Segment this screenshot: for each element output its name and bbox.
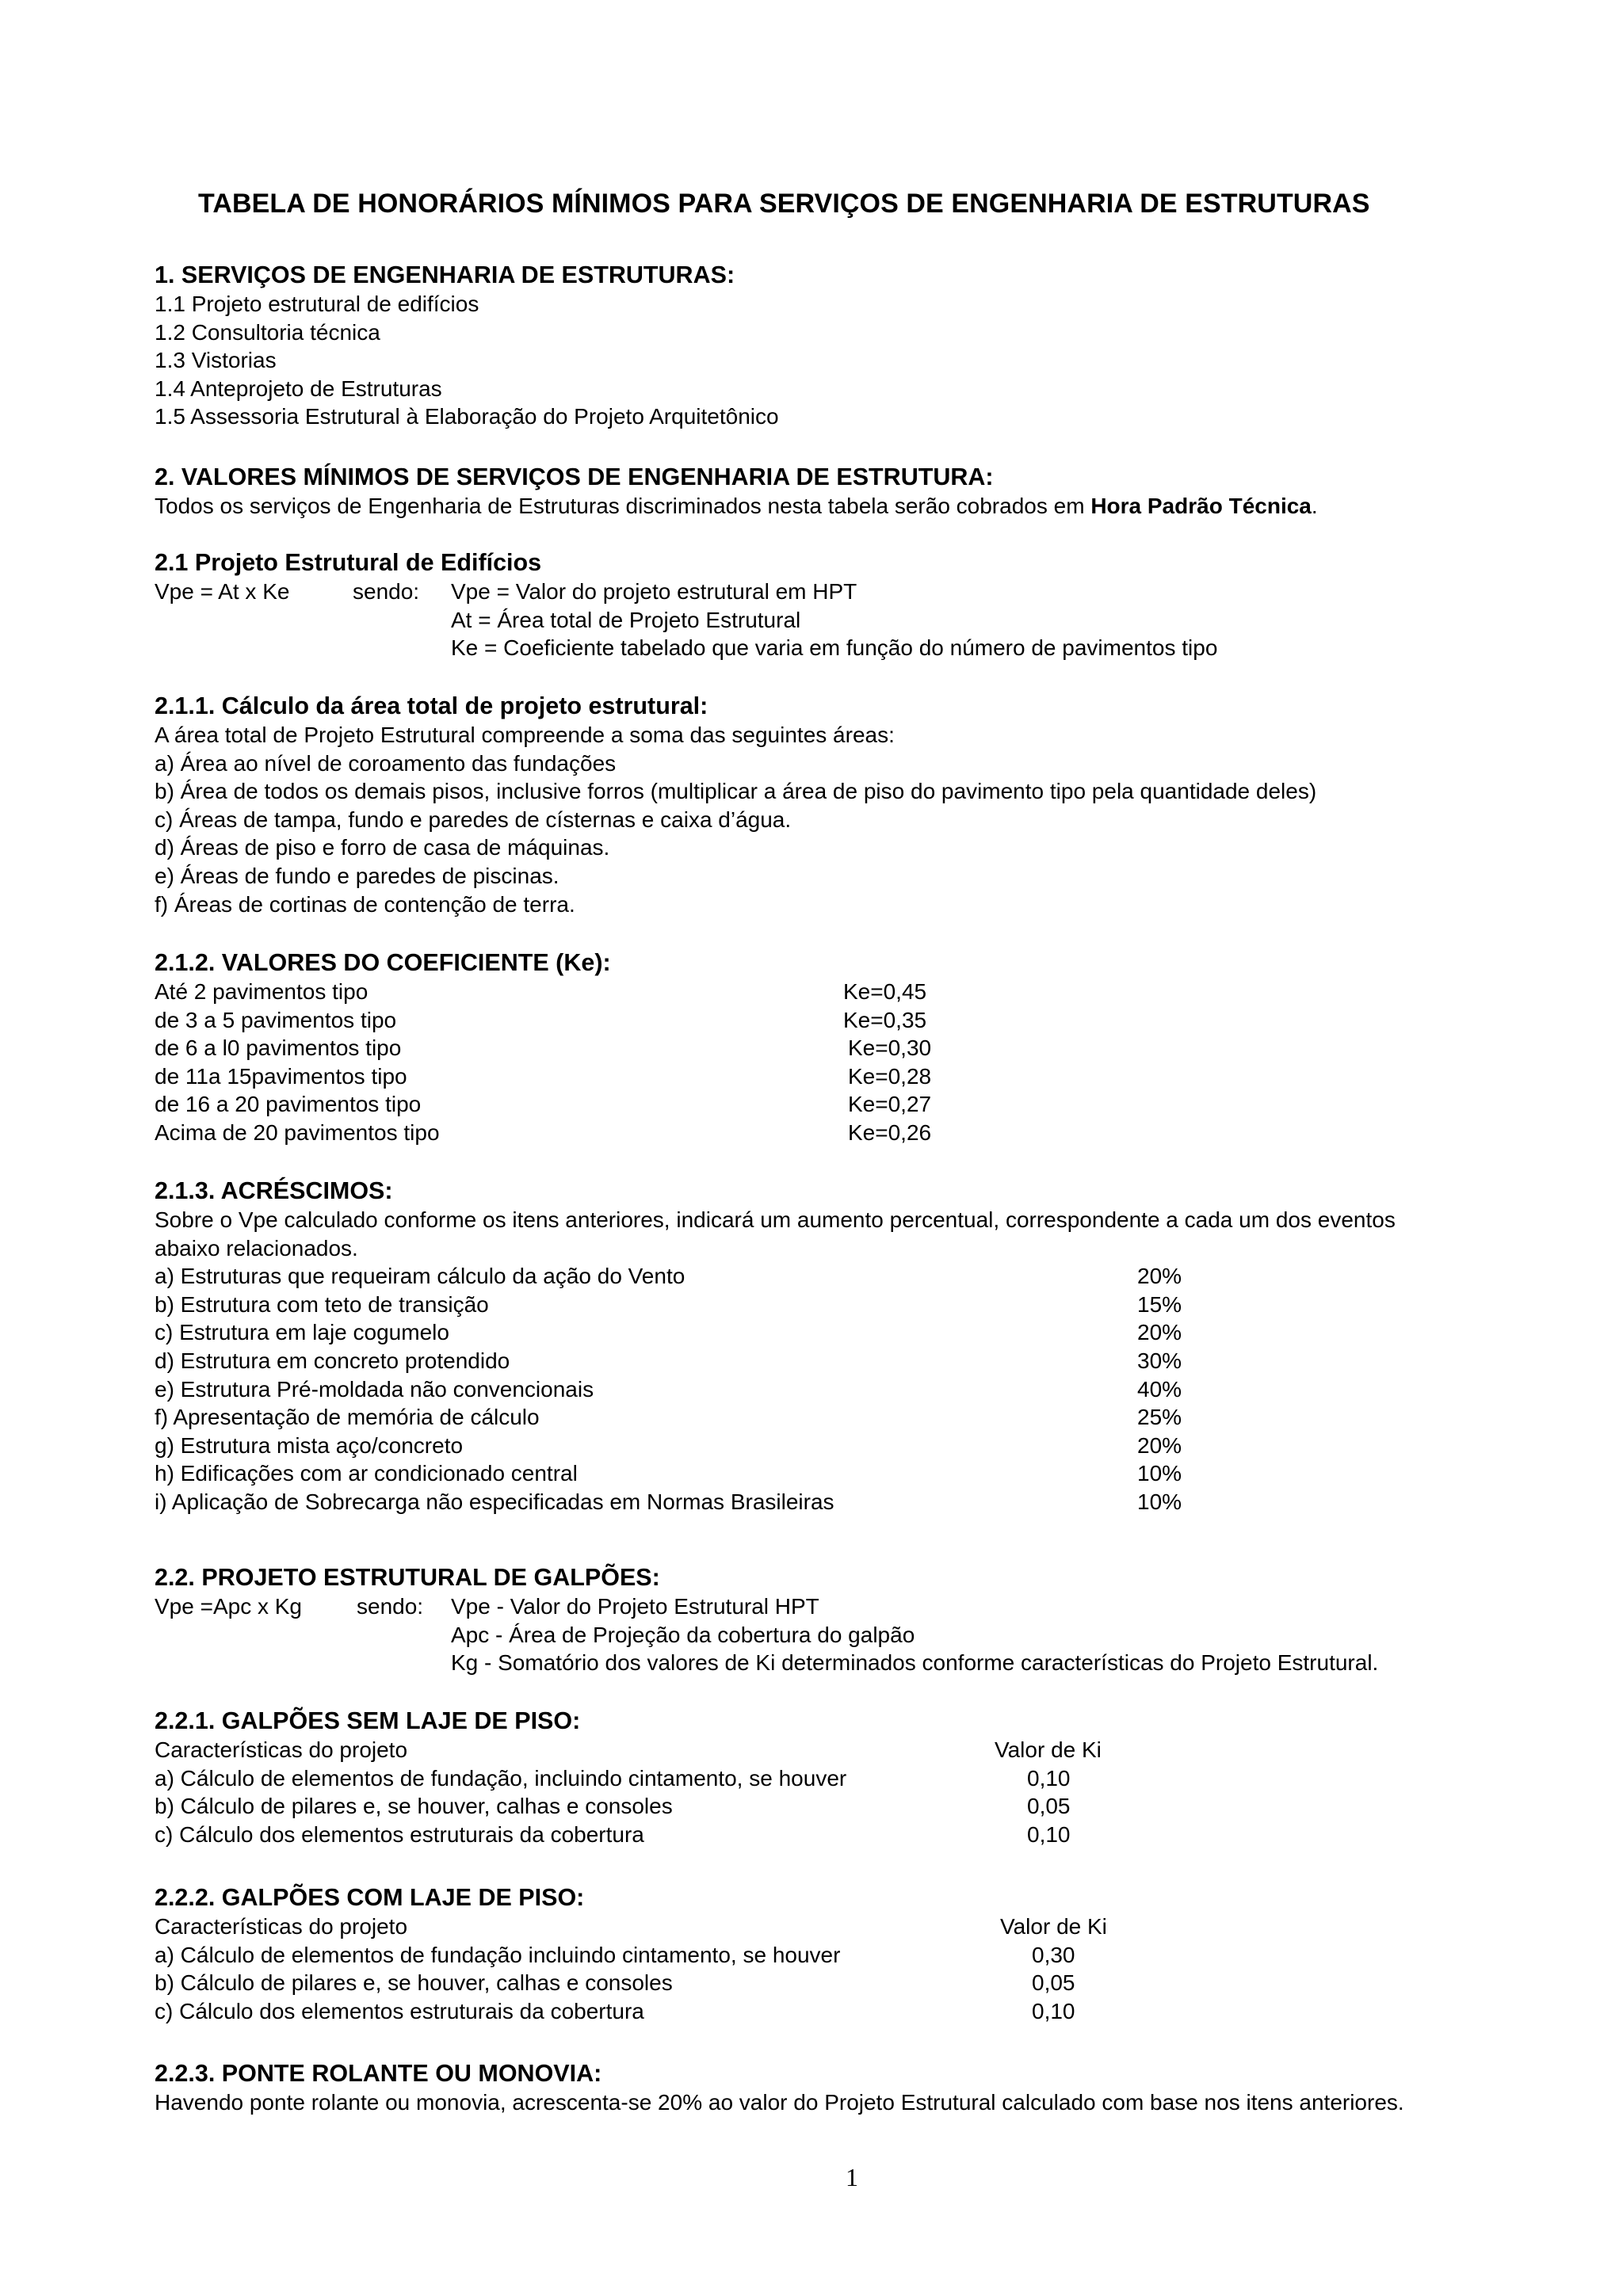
table-row — [155, 1432, 1396, 1460]
row-value: 0,10 — [1027, 1765, 1071, 1791]
row-value: Ke=0,26 — [848, 1119, 932, 1145]
table-header — [155, 1736, 1102, 1764]
row-value: Ke=0,30 — [848, 1035, 932, 1061]
row-label: b) Cálculo de pilares e, se houver, calhas e consoles — [155, 1794, 673, 1819]
section-2-2-1-heading: 2.2.1. GALPÕES SEM LAJE DE PISO: — [155, 1707, 581, 1734]
sendo-label: sendo: — [357, 1594, 424, 1619]
list-item: 1.4 Anteprojeto de Estruturas — [155, 376, 442, 401]
definition: Kg - Somatório dos valores de Ki determinados conforme características do Projeto Estrutural. — [451, 1650, 1379, 1676]
list-item: c) Áreas de tampa, fundo e paredes de císternas e caixa d’água. — [155, 807, 792, 832]
table-row — [155, 1821, 1071, 1849]
table-row — [155, 1119, 932, 1147]
table-row — [155, 1764, 1071, 1793]
section-2-1-heading: 2.1 Projeto Estrutural de Edifícios — [155, 549, 542, 576]
column-header: Valor de Ki — [995, 1737, 1102, 1762]
row-value: 0,30 — [1032, 1942, 1075, 1967]
definition-row — [155, 1649, 1379, 1677]
row-value: Ke=0,27 — [848, 1092, 932, 1117]
row-label: c) Cálculo dos elementos estruturais da cobertura — [155, 1998, 644, 2023]
row-label: d) Estrutura em concreto protendido — [155, 1348, 510, 1373]
row-label: a) Cálculo de elementos de fundação incluindo cintamento, se houver — [155, 1942, 841, 1967]
section-2-1-1 — [155, 691, 1316, 918]
table-row — [155, 1062, 932, 1091]
row-label: Acima de 20 pavimentos tipo — [155, 1119, 440, 1145]
row-label: de 11a 15pavimentos tipo — [155, 1063, 407, 1089]
column-header: Características do projeto — [155, 1914, 408, 1939]
definition-row — [155, 634, 1218, 662]
table-row — [155, 1969, 1075, 1997]
list-item: a) Área ao nível de coroamento das fundações — [155, 750, 617, 776]
table-header — [155, 1913, 1107, 1941]
row-label: de 3 a 5 pavimentos tipo — [155, 1007, 397, 1032]
section-2-2-2-heading: 2.2.2. GALPÕES COM LAJE DE PISO: — [155, 1884, 585, 1911]
row-label: a) Cálculo de elementos de fundação, incluindo cintamento, se houver — [155, 1765, 847, 1791]
section-2-2-1 — [155, 1706, 1102, 1848]
section-2-heading: 2. VALORES MÍNIMOS DE SERVIÇOS DE ENGENHARIA DE ESTRUTURA: — [155, 463, 994, 490]
row-value: Ke=0,28 — [848, 1063, 932, 1089]
definition-row — [155, 606, 801, 635]
table-row — [155, 1375, 1396, 1404]
section-2-2-3 — [155, 2058, 1404, 2117]
row-label: b) Estrutura com teto de transição — [155, 1291, 489, 1317]
table-row — [155, 1291, 1396, 1319]
list-item: A área total de Projeto Estrutural compreende a soma das seguintes áreas: — [155, 723, 895, 747]
definition: Ke = Coeficiente tabelado que varia em função do número de pavimentos tipo — [451, 635, 1218, 661]
table-row — [155, 1792, 1071, 1821]
row-value: 0,10 — [1032, 1998, 1075, 2023]
section-2-2 — [155, 1562, 1379, 1677]
row-label: Até 2 pavimentos tipo — [155, 979, 369, 1004]
row-value: 10% — [1137, 1489, 1182, 1514]
definition: Vpe = Valor do projeto estrutural em HPT — [451, 579, 857, 604]
section-1 — [155, 260, 779, 431]
list-item: 1.1 Projeto estrutural de edifícios — [155, 292, 479, 316]
row-value: 20% — [1137, 1264, 1182, 1289]
table-row — [155, 978, 927, 1006]
row-value: Ke=0,35 — [843, 1007, 927, 1032]
section-1-heading: 1. SERVIÇOS DE ENGENHARIA DE ESTRUTURAS: — [155, 261, 735, 288]
section-2-text — [155, 492, 1318, 521]
row-value: 0,10 — [1027, 1821, 1071, 1847]
section-2-2-2 — [155, 1882, 1107, 2025]
table-row — [155, 1347, 1396, 1375]
list-item: b) Área de todos os demais pisos, inclusive forros (multiplicar a área de piso do pavimento tipo pela quantidade deles) — [155, 779, 1317, 804]
section-2-2-heading: 2.2. PROJETO ESTRUTURAL DE GALPÕES: — [155, 1564, 660, 1591]
table-row — [155, 1997, 1075, 2026]
row-label: e) Estrutura Pré-moldada não convencionais — [155, 1376, 594, 1402]
page-number: 1 — [846, 2163, 858, 2191]
row-value: Ke=0,45 — [843, 979, 927, 1004]
list-item: 1.3 Vistorias — [155, 348, 277, 373]
table-row — [155, 1034, 932, 1062]
table-row — [155, 1459, 1396, 1488]
row-label: de 16 a 20 pavimentos tipo — [155, 1092, 422, 1117]
row-value: 0,05 — [1027, 1794, 1071, 1819]
list-item: e) Áreas de fundo e paredes de piscinas. — [155, 863, 559, 888]
row-label: c) Cálculo dos elementos estruturais da cobertura — [155, 1821, 644, 1847]
document-title: TABELA DE HONORÁRIOS MÍNIMOS PARA SERVIÇOS DE ENGENHARIA DE ESTRUTURAS — [198, 189, 1370, 219]
bold-term: Hora Padrão Técnica — [1090, 494, 1312, 518]
row-label: i) Aplicação de Sobrecarga não especificadas em Normas Brasileiras — [155, 1489, 834, 1514]
row-value: 10% — [1137, 1461, 1182, 1486]
definition: Vpe - Valor do Projeto Estrutural HPT — [451, 1594, 819, 1619]
paragraph: Havendo ponte rolante ou monovia, acrescenta-se 20% ao valor do Projeto Estrutural calculado com base nos itens anteriores. — [155, 2090, 1404, 2115]
row-label: h) Edificações com ar condicionado central — [155, 1461, 578, 1486]
text-run: Todos os serviços de Engenharia de Estruturas discriminados nesta tabela serão cobrados em — [155, 494, 1091, 518]
section-2-2-3-heading: 2.2.3. PONTE ROLANTE OU MONOVIA: — [155, 2060, 602, 2087]
row-label: g) Estrutura mista aço/concreto — [155, 1432, 464, 1458]
table-row — [155, 1006, 927, 1035]
row-value: 20% — [1137, 1432, 1182, 1458]
list-item: 1.5 Assessoria Estrutural à Elaboração do Projeto Arquitetônico — [155, 404, 779, 429]
section-2-1-3 — [155, 1176, 1396, 1516]
row-label: f) Apresentação de memória de cálculo — [155, 1405, 540, 1430]
row-label: c) Estrutura em laje cogumelo — [155, 1320, 449, 1345]
section-2-1-2 — [155, 948, 932, 1147]
row-value: 15% — [1137, 1291, 1182, 1317]
column-header: Características do projeto — [155, 1737, 408, 1762]
list-item: 1.2 Consultoria técnica — [155, 319, 380, 345]
paragraph: abaixo relacionados. — [155, 1235, 358, 1261]
section-2-1-1-heading: 2.1.1. Cálculo da área total de projeto estrutural: — [155, 692, 708, 719]
row-value: 25% — [1137, 1405, 1182, 1430]
formula-row — [155, 1592, 819, 1621]
text-run: . — [1311, 494, 1318, 518]
row-value: 20% — [1137, 1320, 1182, 1345]
row-label: a) Estruturas que requeiram cálculo da ação do Vento — [155, 1264, 685, 1289]
formula: Vpe = At x Ke — [155, 579, 290, 604]
list-item: d) Áreas de piso e forro de casa de máquinas. — [155, 835, 610, 860]
table-row — [155, 1090, 932, 1119]
list-item: f) Áreas de cortinas de contenção de terra. — [155, 891, 575, 917]
row-label: de 6 a l0 pavimentos tipo — [155, 1035, 402, 1061]
paragraph: Sobre o Vpe calculado conforme os itens anteriores, indicará um aumento percentual, correspondente a cada um dos eventos — [155, 1207, 1396, 1232]
table-row — [155, 1403, 1396, 1432]
section-2-1 — [155, 547, 1218, 662]
section-2 — [155, 462, 1318, 521]
definition: Apc - Área de Projeção da cobertura do galpão — [451, 1622, 915, 1647]
definition-row — [155, 1621, 915, 1650]
row-value: 30% — [1137, 1348, 1182, 1373]
table-row — [155, 1488, 1396, 1516]
row-value: 0,05 — [1032, 1970, 1075, 1996]
formula: Vpe =Apc x Kg — [155, 1594, 303, 1619]
section-2-1-3-heading: 2.1.3. ACRÉSCIMOS: — [155, 1177, 393, 1204]
row-label: b) Cálculo de pilares e, se houver, calhas e consoles — [155, 1970, 673, 1996]
section-2-1-2-heading: 2.1.2. VALORES DO COEFICIENTE (Ke): — [155, 949, 611, 976]
sendo-label: sendo: — [353, 579, 420, 604]
table-row — [155, 1941, 1075, 1970]
table-row — [155, 1262, 1396, 1291]
row-value: 40% — [1137, 1376, 1182, 1402]
column-header: Valor de Ki — [1000, 1914, 1107, 1939]
formula-row — [155, 578, 857, 606]
definition: At = Área total de Projeto Estrutural — [451, 607, 801, 632]
table-row — [155, 1318, 1396, 1347]
